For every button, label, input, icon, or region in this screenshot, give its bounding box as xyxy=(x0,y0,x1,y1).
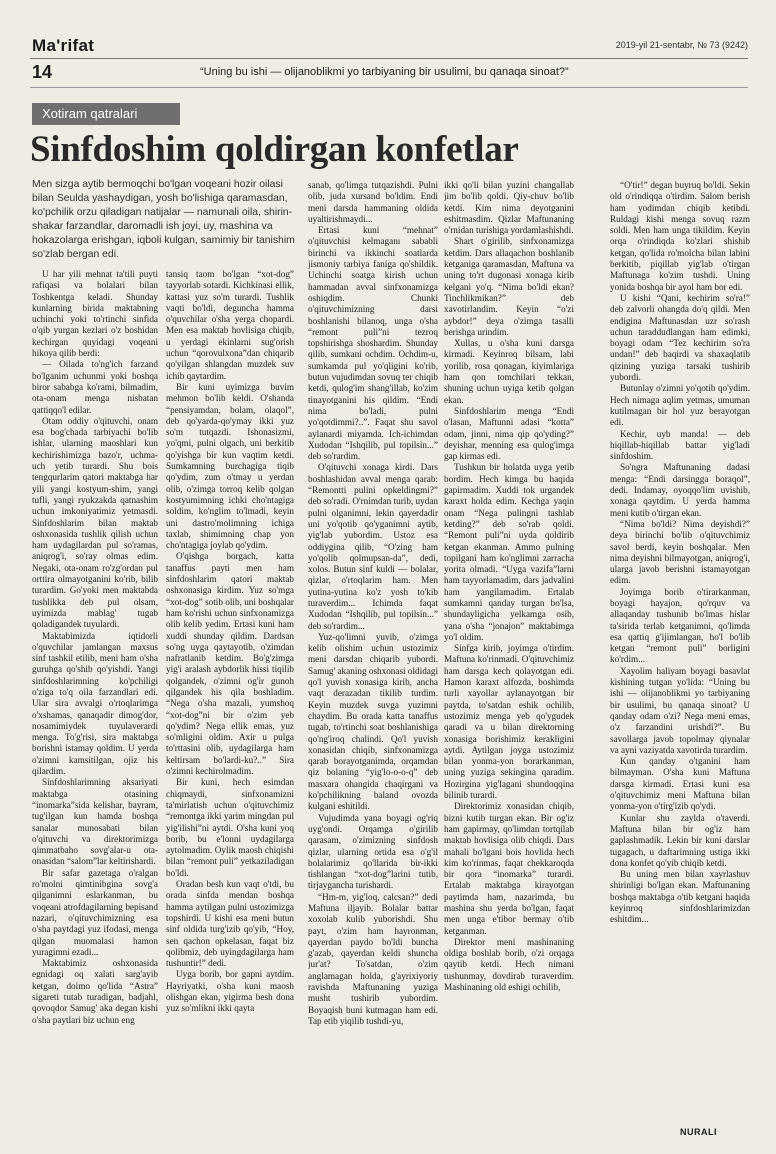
paragraph: Oradan besh kun vaqt o'tdi, bu orada sinfda mendan boshqa hamma aytilgan pulni ustozimizga topshirdi. U kishi esa meni butun sinf oldida turg'izib qo'yib, “Hoy, sen qachon opkelasan, faqat biz qolibmiz, deb uyingdagilarga ham tushuntir!” dedi. xyxy=(166,879,294,969)
masthead: Ma'rifat xyxy=(32,36,95,55)
paragraph: Uyga borib, bor gapni aytdim. Hayriyatki, o'sha kuni maosh olishgan ekan, yigirma besh dona yuz so'mlikni ikki qayta xyxy=(166,969,294,1014)
page-tagline: “Uning bu ishi — olijanoblikmi yo tarbiyaning bir usulimi, bu qanaqa sinoat?” xyxy=(200,66,569,78)
paragraph: Kun qanday o'tganini ham bilmayman. O'sha kuni Maftuna darsga kirmadi. Ertasi kuni esa o'qituvchimiz meni Maftuna bilan yonma-yon o'tirg'izib qo'ydi. xyxy=(610,756,750,812)
paragraph: Kunlar shu zaylda o'taverdi. Maftuna bilan bir og'iz ham gaplashmadik. Lekin bir kuni darslar tugagach, u daftarimning ustiga ikki dona konfet qo'yib chiqib ketdi. xyxy=(610,812,750,868)
article-column-1 xyxy=(32,269,158,1124)
article-column-5 xyxy=(580,180,750,1124)
header-divider xyxy=(30,58,748,59)
paragraph: Direktorimiz xonasidan chiqib, bizni kutib turgan ekan. Bir og'iz ham gapirmay, qo'limdan tortqilab maktab hovlisiga olib chiqdi. Dars mahali bo'lgani bois hovlida hech kim ko'rinmas, faqat chekkaroqda bir qora “inomarka” turardi. Ertalab maktabga kirayotgan paytimda ham, nazarimda, bu mashina shu yerda bo'lgan, faqat men unga e'tibor bermay o'tib ketganman. xyxy=(444,801,574,936)
paragraph: Bir safar gazetaga o'ralgan ro'molni qimtinibgina sovg'a qilganimni eslarkanman, bu voqeani atrofdagilarning bepisand nazari, o'qituvchimizning esa o'sha paytdagi yuz ifodasi, menga qilgan muomalasi hamon yuragimni ezadi... xyxy=(32,867,158,957)
paragraph: “Nima bo'ldi? Nima deyishdi?” deya birinchi bo'lib o'qituvchimiz savol berdi, keyin boshqalar. Men nima deyishni bilmayotgan, aniqrog'i, ularga javob berishni istamayotgan edim. xyxy=(610,518,750,586)
paragraph: Sinfdoshlarimning aksariyati maktabga otasining “inomarka”sida kelishar, bayram, tug'ilgan kun hamda boshqa sanalar munosabati bilan o'qituvchi va direktorimizga qimmatbaho sovg'alar-u ota-onasidan “salom”lar keltirishardi. xyxy=(32,777,158,867)
paragraph: Yuz-qo'limni yuvib, o'zimga kelib olishim uchun ustozimiz meni darsdan chiqarib yubordi. Samug' akaning oshxonasi oldidagi qo'l yuvish xonasiga kirib, ancha vaqt derazadan tikilib turdim. Keyin muzdek suvga yuzimni chaydim. Bu orada katta tanaffus tugab, to'rtinchi soat boshlanishiga qo'ng'iroq chalindi. Qo'l yuvish xonasidan chiqib, sinfxonamizga qarab borayotganimda, orqamdan qiz bolaning “yig'lo-o-o-q” deb masxara ohangida chaqirgani va ko'pchilikning baland ovozda kulgani eshitildi. xyxy=(308,631,438,812)
paragraph: “Hm-m, yig'loq, calcsan?” dedi Maftuna iljayib. Bolalar battar xoxolab kulib yuborishdi. Shu payt, o'zim ham hayronman, qayerdan paydo bo'ldi buncha g'azab, qayerdan keldi shuncha jur'at? To'satdan, o'zim anglamagan holda, g'ayrixiyoriy ravishda Maftunaning yuziga musht tushirib yubordim. Boyaqish buni kutmagan ham edi. Tap etib yiqilib tushdi-yu, xyxy=(308,891,438,1026)
paragraph: Shart o'girilib, sinfxonamizga ketdim. Dars allaqachon boshlanib ketganiga qaramasdan, Maftuna va uning to'rt dugonasi xonaga kirib kelgani yo'q. “Nima bo'ldi ekan? Tinchlikmikan?” deb xavotirlandim. Keyin “o'zi aybdor!” deya o'zimga tasalli berishga urindim. xyxy=(444,236,574,337)
paragraph: O'qishga borgach, katta tanaffus payti men ham sinfdoshlarim qatori maktab oshxonasiga kirdim. Yuz so'mga “xot-dog” sotib olib, uni boshqalar ham ko'rishi uchun sinfxonamizga olib kelib yedim. Ertasi kuni ham xuddi shunday qildim. Dardsan so'ng uyga qaytayotib, o'zimdan nafratlanib ketdim. Bo'g'zimga yig'i aralash aybdorlik hissi tiqilib qolgandek, o'zimni og'ir gunoh qilgandek his qila boshladim. “Nega o'sha mazali, yumshoq “xot-dog”ni bir o'zim yeb qo'ydim? Nega ellik emas, yuz so'mligini oldim. Axir u pulga to'rttasini olib, uydagilarga ham keltirsam bo'lardi-ku?..” Sira o'zimni kechirolmadim. xyxy=(166,551,294,777)
paragraph: Xullas, u o'sha kuni darsga kirmadi. Keyinroq bilsam, labi yorilib, rosa qonagan, kiyimlariga ham qon tomchilari tekkan, shuning uchun uyiga ketib qolgan ekan. xyxy=(444,338,574,405)
article-column-4 xyxy=(444,180,574,1124)
article-column-2 xyxy=(166,269,294,1124)
paragraph: — Oilada to'ng'ich farzand bo'lganim uchunmi yoki boshqa biror sababga ko'rami, bilmadim, ota-onam menga nisbatan qattiqqo'l edilar. xyxy=(32,359,158,415)
paragraph: Bir kuni, hech esimdan chiqmaydi, sinfxonamizni ta'mirlatish uchun o'qituvchimiz “remontga ikki yarim mingdan pul yig'ilishi”ni aytdi. O'sha kuni yoq borib, bu e'lonni uydagilarga aytolmadim. Oylik maosh chiqishi bilan “remont puli” yetkaziladigan bo'ldi. xyxy=(166,777,294,878)
paragraph: Direktor meni mashinaning oldiga boshlab borib, o'zi orqaga qaytib ketdi. Hech nimani tushunmay, dovdirab turaverdim. Mashinaning old eshigi ochilib, xyxy=(444,936,574,993)
paragraph: O'qituvchi xonaga kirdi. Dars boshlashidan avval menga qarab: “Remontti pulini opkeldingmi?” deb so'radi. O'rnimdan turib, uydan pulni olganimni, lekin qayerdadir uni yo'qotib qo'yganimni aytib, yig'lab yubordim. Ustoz esa oddiygina qilib, “O'zing ham yo'qolib qolmupsan-da”, dedi, xolos. Butun sinf kuldi — bolalar, qizlar, o'rtoqlarim ham. Men yutina-yutina ko'z yosh to'kib turaverdim... Ichimda faqat Xudodan “Ishqilib, pul topilsin...” deb so'rardim... xyxy=(308,462,438,631)
paragraph: Sinfdoshlarim menga “Endi o'lasan, Maftunni adasi “kotta” odam, jinni, nima qip qo'yding?” deyishar, menning esa qulog'imga gap kirmas edi. xyxy=(444,405,574,462)
page-number: 14 xyxy=(32,62,53,82)
rubric-label: Xotiram qatralari xyxy=(32,103,180,125)
article-lead: Men sizga aytib bermoqchi bo'lgan voqeani hozir oilasi bilan Seulda yashaydigan, yosh bo'lishiga qaramasdan, ko'pchilik orzu qiladigan natijalar — namunali oila, shirin-shakar farzandlar, daromadli ish joyi, uy, mashina va hokazolarga erishgan, iqboli kulgan, samimiy bir tanishim so'zlab bergan edi. xyxy=(32,179,295,261)
paragraph: Joyimga borib o'tirarkanman, boyagi hayajon, qo'rquv va allaqanday tushunib bo'lmas hislar ta'sirida terlab ketganimni, qo'limda esa qattiq g'ijimlangan, ho'l bo'lib ketgan “remont puli” borligini ko'rdim... xyxy=(610,586,750,665)
paragraph: tansiq taom bo'lgan “xot-dog” tayyorlab sotardi. Kichkinasi ellik, kattasi yuz so'm turardi. Tushlik vaqti bo'ldi, deguncha hamma o'quvchilar o'sha yerga chopardi. Men esa maktab hovlisiga chiqib, u yerdagi ekinlarni sug'orish uchun “qorovulxona”dan chiqarib qo'yilgan shlangdan muzdek suv ichib qaytardim. xyxy=(166,269,294,381)
paragraph: Maktabimiz oshxonasida egnidagi oq xalati sarg'ayib ketgan, doimo qo'lida “Astra” sigareti tutab turadigan, badjahl, qovoqdor Samug' aka degan kishi o'sha paytlari biz uchun eng xyxy=(32,958,158,1025)
issue-info: 2019-yil 21-sentabr, № 73 (9242) xyxy=(615,40,748,50)
paragraph: Ertasi kuni “mehnat” o'qituvchisi kelmaganı sababli birinchi va ikkinchi soatlarda jismoniy tarbiya faniga qo'shildik. Uchinchi soatga kirish uchun hammadan avval sinfxonamizga oshiqdim. Chunki o'qituvchimizning darsi boshlanishi bilanoq, unga o'sha “remont puli”ni tezroq topshirishga shoshardim. Shunday qilib, sumkani ochdim. Ochdim-u, sumkamda pul yo'qligini ko'rib, butun vujudimdan sovuq ter chiqib ketdi, qulog'im shang'illab, ko'zim tinayotganini his qildim. “Endi nima bo'ladi, pulni yo'qotdimmi?..”. Faqat shu savol aylanardi miyamda. Ich-ichimdan Xudodan “Ishqilib, pul topilsin...” deb so'rardim. xyxy=(308,225,438,462)
paragraph: So'ngra Maftunaning dadasi menga: “Endi darsingga borаqol”, dedi. Indamay, oyoqqo'lim uvishib, xonaga qaytdim. U yerda hamma meni kutib o'tirgan ekan. xyxy=(610,462,750,518)
header-divider-2 xyxy=(30,87,748,88)
article-column-3 xyxy=(308,180,438,1124)
paragraph: “O'tir!” degan buyruq bo'ldi. Sekin old o'rindiqqa o'tirdim. Salom berish ham yodimdan chiqib ketibdi. Ruldagi kishi menga sovuq razm soldi. Men ham unga tikildim. Keyin orqa o'rindiqda ko'zlari shishib ketgan, qo'lida ro'molcha bilan labini berkitib, piqillab yig'lab o'tirgan Maftunaga ko'zim tushdi. Uning yonida boshqa bir ayol ham bor edi. xyxy=(610,180,750,292)
paragraph: Vujudimda yana boyagi og'riq uyg'ondi. Orqamga o'girilib qarasam, o'zimizning sinfdosh qizlar, ularning ortida esa o'g'il bolalarimiz qo'llarida bir-ikki tishlangan “xot-dog”larini tutib, tirjayganchа turishardi. xyxy=(308,812,438,891)
paragraph: U har yili mehnat ta'tili puyti rafiqasi va bolalari bilan Toshkentga keladi. Shunday kunlarning birida maktabning uchinchi yoki to'rtinchi sinfida o'qib yurgan kezlari o'z boshidan kechirgan quyidagi voqeani hikoya qilib berdi: xyxy=(32,269,158,359)
paragraph: ikki qo'li bilan yuzini changallab jim bo'lib qoldi. Qiy-chuv bo'lib ketdi. Kim nima deyotganini eshitmasdim. Qizlar Maftunaning o'rnidan turishiga yordamlashishdi. xyxy=(444,180,574,236)
paragraph: Otam oddiy o'qituvchi, onam esa bog'chada tarbiyachi bo'lib ishlar, ularning maoshlari kun kechirishimizga bazo'r, uchma-uch yetib turardi. Shu bois tengqurlarim qatori maktabga har yili yangi kostyum-shim, yangi tufli, yangi ryukzakda qatnashim uchun imkoniyatimiz yetmasdi. Sinfdoshlarim bilan maktab oshxonasida tushlik qilish uchun ham uydagilardan pul so'ramas, aniqrog'i, so'ray olmas edim. Negaki, ota-onam ro'zg'ordan pul orttira olmayotganini ko'rib, bilib turardim. Go'yoki men maktabda tushlikka deb pul olsam, uyimizda mablag' tugab qoladigandek tuyulardi. xyxy=(32,415,158,630)
paragraph: Xayolim haliyam boyagi basavlat kishining tutgan yo'lida: “Uning bu ishi — olijanoblikmi yo tarbiyaning bir usulimi, bu qanaqa sinoat? U qanday odam o'zi? Nega meni emas, o'z farzandini urishdi?”. Bu savollarga javob topolmay qiynalar va ayni vaziyatda xavotirda turardim. xyxy=(610,665,750,755)
paragraph: Bir kuni uyimizga buvim mehmon bo'lib keldi. O'shanda “pensiyamdan, bolam, olaqol”, deb qo'yarda-qo'ymay ikki yuz so'm tutqazdi. Ishonasizmi, yo'qmi, pulni olgach, uni berkitib qo'yishga bir kun vaqtim ketdi. Sumkamning burchagiga tiqib qo'ydim, zum o'tmay u yerdan olib, o'zimga torroq kelib qolgan kostyumimning ichki cho'ntagiga soldim, ko'nglim to'lmadi, keyin uni dastro'molimning ichiga taxlab, shimimning chap yon cho'ntagiga joylab qo'ydim. xyxy=(166,381,294,551)
paragraph: sanab, qo'limga tutqazishdi. Pulni olib, juda xursand bo'ldim. Endi meni darsda hammaning oldida uyaltirishmaydi... xyxy=(308,180,438,224)
paragraph: Sinfga kirib, joyimga o'tirdim. Maftuna ko'rinmadi. O'qituvchimiz ham darsga kech qolayotgan edi. Hamon karaxt alfozda, boshimda turli xayollar aylanayotgan bir paytda, to'satdan eshik ochilib, ustozimiz menga yeb qo'ygudek qaradi va u bilan direktorning xonasiga borishimiz kerakligini aytdi. Aytilgan joyga ustozimiz bilan yonma-yon borarkanman, uning yuziga sekingina qaradim. Hozirgina yig'lagani shundoqqina bilinib turardi. xyxy=(444,643,574,801)
paragraph: Butunlay o'zimni yo'qotib qo'ydim. Hech nimaga aqlim yetmas, umuman kutilmagan bir hol yuz berayotgan edi. xyxy=(610,383,750,428)
author-signature: NURALI xyxy=(680,1127,717,1137)
article-title: Sinfdoshim qoldirgan konfetlar xyxy=(30,129,519,170)
paragraph: Maktabimizda iqtidorli o'quvchilar jamlangan maxsus sinf tashkil etilib, meni ham o'sha guruhga qo'shib qo'yishdi. Yangi sinfdoshlarimning ko'pchiligi o'ziga to'q oila farzandlari edi. Ular sira avvalgi o'rtoqlarimga o'xshamas, qanaqadir dimog'dor, nosamimiydek tuyulaverardi menga. To'g'risi, sira maktabga borishni istamay qoldim. U yerda o'zimni kamsitilgan, ojiz his qilardim. xyxy=(32,630,158,777)
paragraph: Kechir, uyb manda! — deb hiqillab-hiqillab battar yig'ladi sinfdoshim. xyxy=(610,428,750,462)
paragraph: Bu uning men bilan xayrlashuv shirinligi bo'lgan ekan. Maftunaning boshqa maktabga o'tib ketgani haqida keyinroq sinfdoshlarimizdan eshitdim... xyxy=(610,869,750,925)
paragraph: U kishi “Qani, kechirim so'ra!” deb zalvorli ohangda do'q qildi. Men endigina Maftunasdan uzr so'rash uchun taraddudlangan ham edimki, boyagi odam “Tez kechirim so'ra undan!” deb baqirdi va shaxaqlatib qizining yuziga tarsaki tushirib yubordi. xyxy=(610,292,750,383)
paragraph: Tushkun bir holatda uyga yetib bordim. Hech kimga bu haqida gapirmadim. Xuddi tok urgandek karaxt holda edim. Kechga yaqin onam “Nega pulingni tashlab ketding?” deb so'rab qoldi. “Remont puli”ni uyda qoldirib ketgan ekanman. Ammo pulning topilgani ham ko'nglimni zarracha yorita olmadi. “Uyga vazifa”larni ham tayyorlamadim, dars jadvalini ham yangilamadim. Ertalab sumkamni qanday turgan bo'lsa, shundayligicha yelkamga osib, yana o'sha “jonajon” maktabimga yo'l oldim. xyxy=(444,462,574,642)
